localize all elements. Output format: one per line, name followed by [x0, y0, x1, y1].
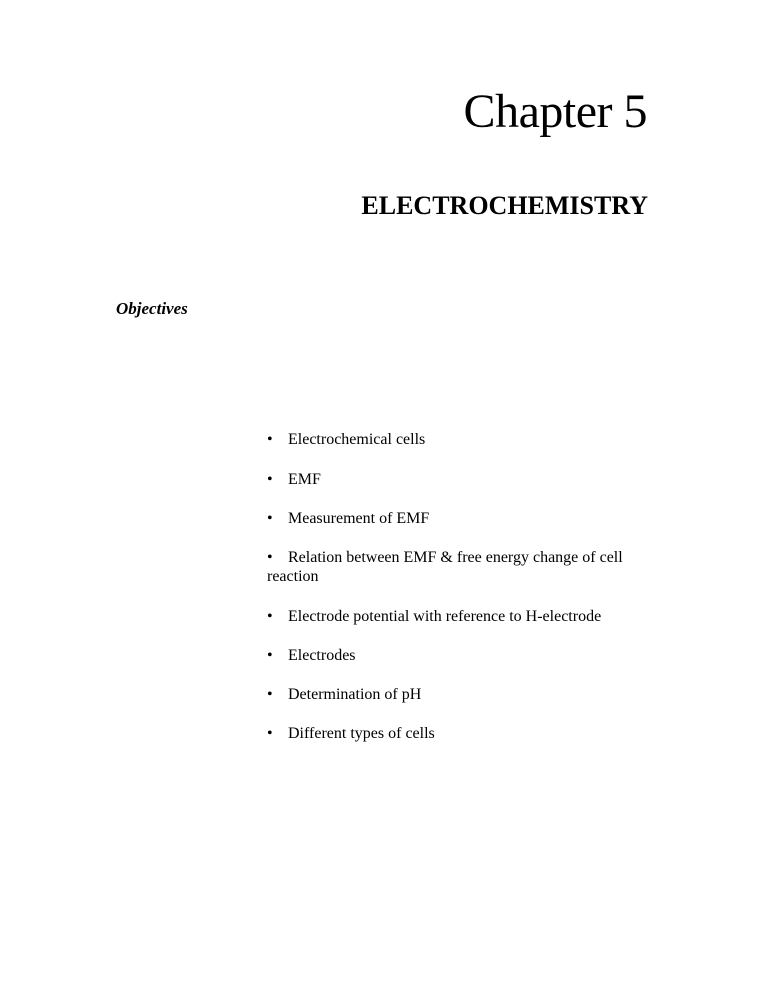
list-item: • Determination of pH	[267, 686, 422, 703]
list-item: • EMF	[267, 471, 321, 488]
bullet-icon: •	[267, 549, 273, 566]
list-item: • Different types of cells	[267, 725, 435, 742]
list-item: • Measurement of EMF	[267, 510, 430, 527]
list-item: • Electrodes	[267, 647, 356, 664]
chapter-title: ELECTROCHEMISTRY	[361, 191, 648, 220]
list-item: • Relation between EMF & free energy change of cell reaction	[267, 549, 623, 585]
bullet-icon: •	[267, 608, 273, 625]
list-item: • Electrochemical cells	[267, 431, 426, 448]
bullet-icon: •	[267, 686, 273, 703]
bullet-icon: •	[267, 725, 273, 742]
bullet-icon: •	[267, 510, 273, 527]
chapter-number: Chapter 5	[463, 85, 647, 138]
bullet-icon: •	[267, 471, 273, 488]
objectives-heading: Objectives	[116, 299, 188, 318]
bullet-icon: •	[267, 431, 273, 448]
list-item: • Electrode potential with reference to H-electrode	[267, 608, 602, 625]
bullet-icon: •	[267, 647, 273, 664]
